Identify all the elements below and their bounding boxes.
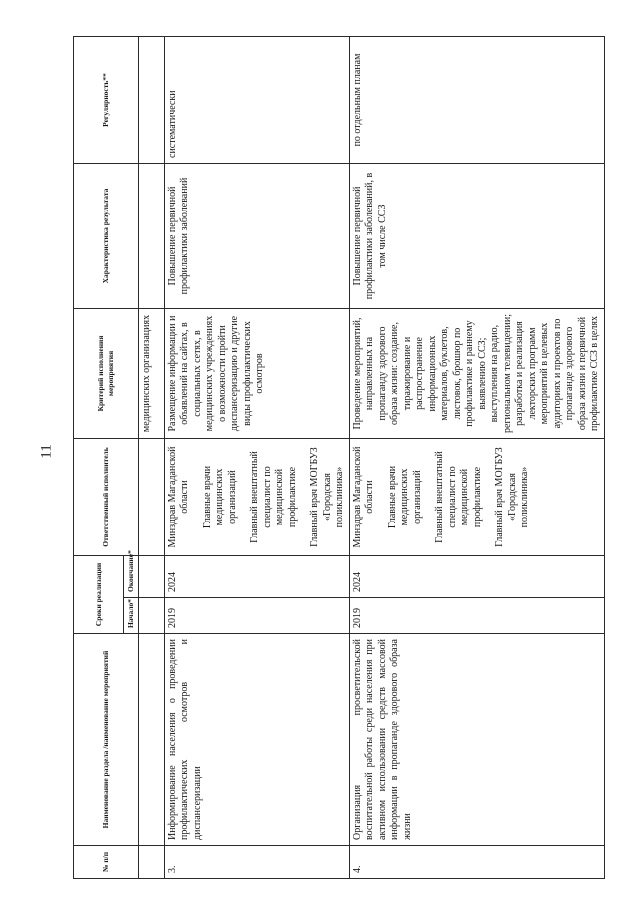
executor-line: Главный внештатный специалист по медицинской профилактике: [434, 451, 483, 543]
row-executor: [349, 439, 604, 556]
row-start: 2019: [349, 598, 604, 634]
row-end: 2024: [164, 556, 349, 598]
executor-line: Главный внештатный специалист по медицинской профилактике: [249, 451, 298, 543]
header-criterion: Критерий исполнения мероприятия: [74, 309, 139, 439]
row-regularity: по отдельным планам: [349, 37, 604, 164]
row-result: Повышение первичной профилактики заболеваний, в том числе ССЗ: [349, 164, 604, 309]
header-num: № п/п: [74, 846, 139, 879]
row-name: Информирование населения о проведении профилактических осмотров и диспансеризации: [164, 634, 349, 846]
executor-line: Главные врачи медицинских организаций: [386, 465, 423, 529]
header-regularity: Регулярность**: [74, 37, 139, 164]
executor-line: Минздрав Магаданской области: [351, 446, 375, 548]
header-end: Окончание*: [124, 556, 139, 598]
measures-table: [73, 36, 605, 879]
continuation-cell: медицинских организациях: [138, 309, 164, 439]
executor-line: Минздрав Магаданской области: [166, 446, 190, 548]
row-name: Организация просветительской воспитательной работы среди населения при активном использовании средств массовой информации в пропаганде здорового образа жизни: [349, 634, 604, 846]
header-name: Наименование раздела /наименование мероприятий: [74, 634, 139, 846]
page-number: 11: [38, 444, 55, 459]
header-row: [74, 37, 124, 879]
row-executor: [164, 439, 349, 556]
header-start: Начало*: [124, 598, 139, 634]
table-row: [349, 37, 604, 879]
row-regularity: систематически: [164, 37, 349, 164]
row-num: 3.: [164, 846, 349, 879]
row-criterion: Проведение мероприятий, направленных на пропаганду здорового образа жизни: создание, тиражирование и распространение информационных материалов, буклетов, листовок, брошюр по профилактике и раннему выявлению ССЗ; выступления на радио, региональном телевидении; разработка и реализация лекторских программ мероприятий в целевых аудиториях и проектов по пропаганде здорового образа жизни и первичной профилактике ССЗ в целях: [349, 309, 604, 439]
row-end: 2024: [349, 556, 604, 598]
row-result: Повышение первичной профилактики заболеваний: [164, 164, 349, 309]
executor-line: Главный врач МОГБУЗ «Городская поликлиника»: [494, 447, 530, 547]
row-criterion: Размещение информации и объявлений на сайтах, в социальных сетях, в медицинских учреждениях о возможности пройти диспансеризацию и другие виды профилактических осмотров: [164, 309, 349, 439]
executor-line: Главные врачи медицинских организаций: [201, 465, 238, 529]
header-timing: Сроки реализации: [74, 556, 124, 634]
row-start: 2019: [164, 598, 349, 634]
table-row: [164, 37, 349, 879]
continuation-row: [138, 37, 164, 879]
executor-line: Главный врач МОГБУЗ «Городская поликлиника»: [309, 447, 345, 547]
rotated-page: [73, 37, 600, 879]
row-num: 4.: [349, 846, 604, 879]
header-result: Характеристика результата: [74, 164, 139, 309]
header-executor: Ответственный исполнитель: [74, 439, 139, 556]
